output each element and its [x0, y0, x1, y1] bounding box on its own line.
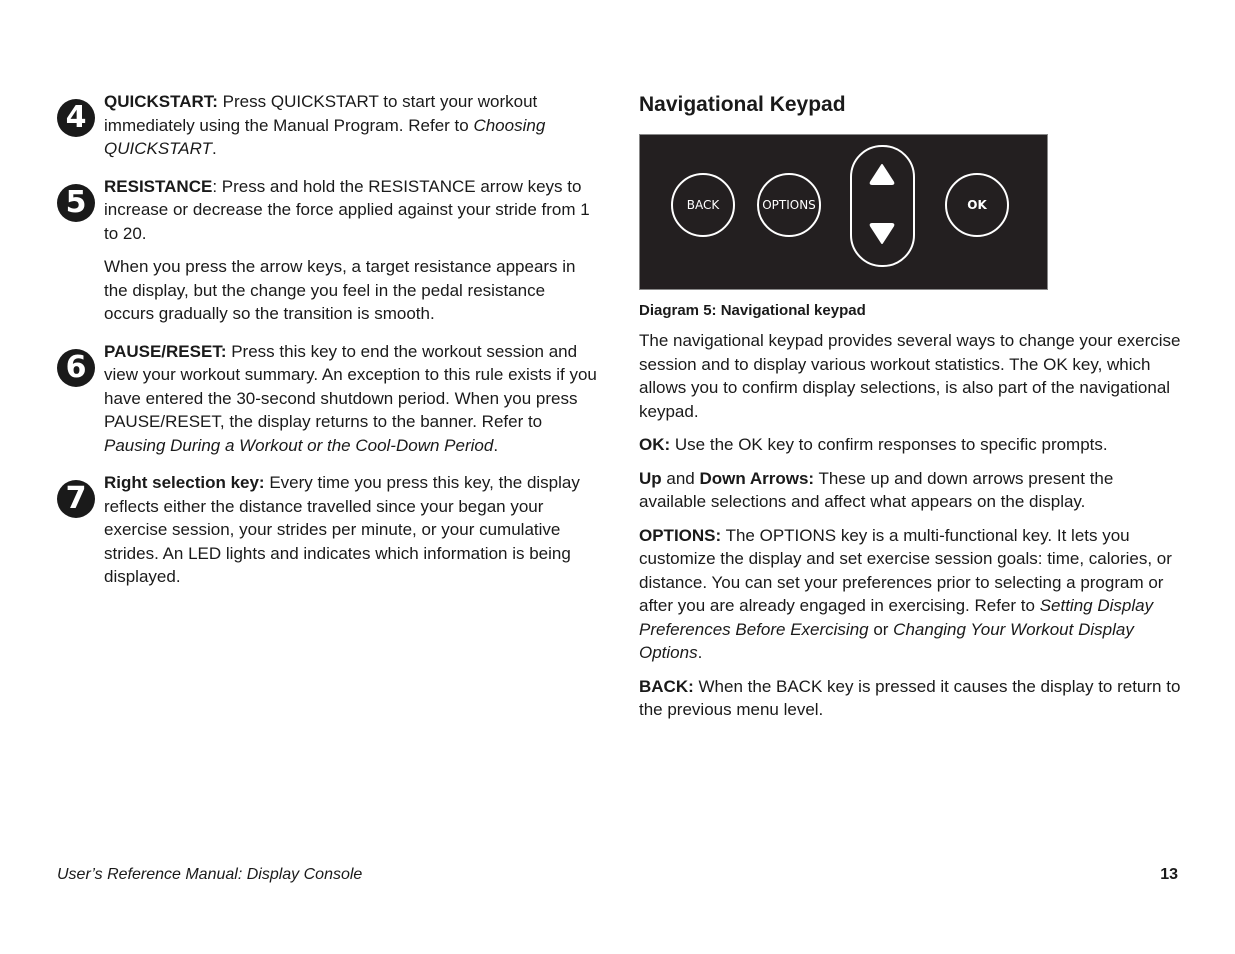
section-heading: Navigational Keypad [639, 93, 846, 116]
item-resistance [57, 175, 597, 326]
item-tail: . [212, 139, 217, 158]
para-body: These up and down arrows present the available selections and affect what appears on the display. [639, 468, 1114, 511]
intro-paragraph: The navigational keypad provides several ways to change your exercise session and to display various workout statistics. The OK key, which allows you to confirm display selections, is also part of the navigational keypad. [639, 331, 1181, 421]
para-lead: Up [639, 468, 662, 488]
diagram-caption: Diagram 5: Navigational keypad [639, 302, 866, 319]
para-connector: or [868, 619, 894, 639]
ok-key: OK [945, 173, 1009, 237]
para-connector: and [661, 468, 700, 488]
para-lead: OK: [639, 435, 671, 454]
footer-title: User’s Reference Manual: Display Console [57, 866, 363, 883]
item-text [104, 471, 597, 589]
para-tail: . [697, 643, 703, 662]
ok-paragraph [639, 433, 1184, 457]
item-text [104, 90, 597, 161]
para-body: Use the OK key to confirm responses to specific prompts. [670, 435, 1108, 454]
left-column [57, 90, 597, 603]
item-ref: Choosing QUICKSTART [104, 115, 546, 158]
number-badge: 7 [57, 480, 95, 518]
para-lead: Down Arrows: [699, 468, 815, 488]
item-quickstart [57, 90, 597, 161]
item-subtext: When you press the arrow keys, a target resistance appears in the display, but the change you feel in the pedal resistance occurs gradually so the transition is smooth. [104, 257, 576, 323]
item-right-selection [57, 471, 597, 589]
para-ref: Setting Display Preferences Before Exercising [639, 596, 1154, 639]
options-key: OPTIONS [757, 173, 821, 237]
item-text [104, 175, 597, 246]
item-body: Press this key to end the workout session and view your workout summary. An exception to this rule exists if you have entered the 30-second shutdown period. When you press PAUSE/RESET, the display returns to the banner. Refer to [104, 341, 597, 431]
item-pause-reset [57, 340, 597, 458]
item-lead: PAUSE/RESET: [104, 341, 227, 361]
item-lead: Right selection key: [104, 473, 265, 492]
number-badge: 4 [57, 99, 95, 137]
item-tail: . [493, 435, 499, 455]
right-column [639, 90, 1184, 732]
arrow-keys [850, 145, 915, 267]
item-lead: QUICKSTART: [104, 92, 218, 111]
para-lead: BACK: [639, 676, 694, 696]
item-body: Press QUICKSTART to start your workout immediately using the Manual Program. Refer to [104, 92, 538, 135]
up-arrow-icon [871, 165, 894, 184]
back-key: BACK [671, 173, 735, 237]
number-badge: 6 [57, 349, 95, 387]
arrows-paragraph [639, 467, 1184, 514]
para-ref: Changing Your Workout Display Options [639, 619, 1134, 662]
arrow-keys-graphic [852, 147, 913, 265]
item-lead: RESISTANCE [104, 176, 213, 196]
down-arrow-icon [871, 224, 894, 243]
para-lead: OPTIONS: [639, 525, 722, 545]
item-body: : Press and hold the RESISTANCE arrow keys to increase or decrease the force applied against your stride from 1 to 20. [104, 176, 590, 243]
number-badge: 5 [57, 184, 95, 222]
item-body: Every time you press this key, the display reflects either the distance travelled since your began your exercise session, your strides per minute, or your cumulative strides. An LED lights and indicates which information is being displayed. [104, 473, 580, 586]
item-ref: Pausing During a Workout or the Cool-Down Period [104, 435, 494, 455]
item-text [104, 340, 597, 458]
keypad-diagram [639, 134, 1048, 290]
para-body: The OPTIONS key is a multi-functional key. It lets you customize the display and set exercise session goals: time, calories, or distance. You can set your preferences prior to selecting a program or after you are already engaged in exercising. Refer to [639, 525, 1172, 615]
options-paragraph [639, 524, 1184, 665]
page-number: 13 [1160, 866, 1178, 883]
back-paragraph [639, 675, 1184, 722]
para-body: When the BACK key is pressed it causes the display to return to the previous menu level. [639, 676, 1181, 719]
